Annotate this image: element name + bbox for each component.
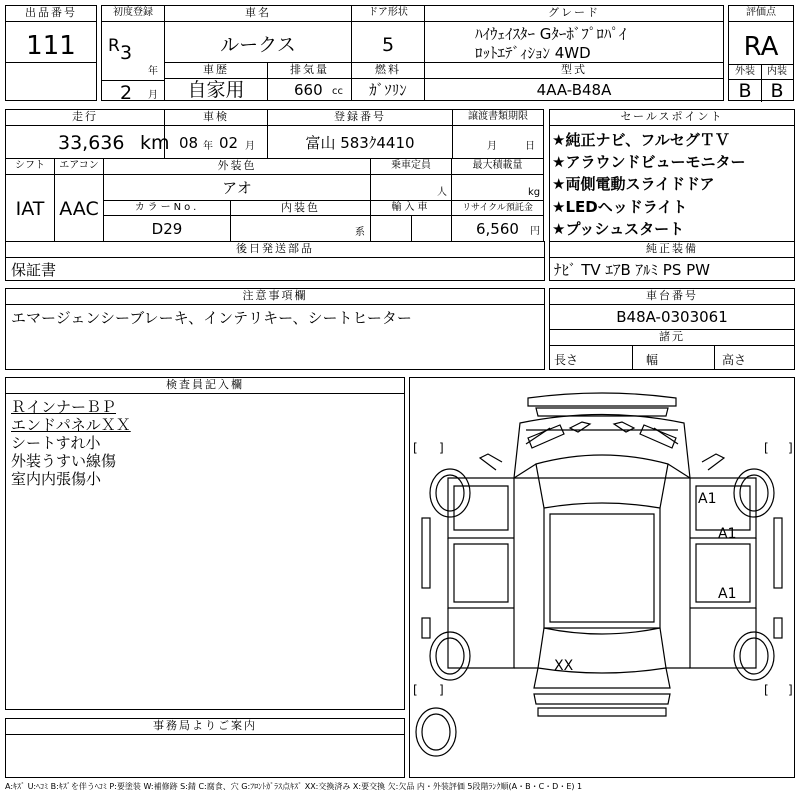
mileage-box <box>5 109 170 159</box>
cc-unit: cc <box>332 86 343 97</box>
interior-label: 内装 <box>767 66 787 77</box>
width-label: 幅 <box>646 353 659 367</box>
inspection-box <box>164 109 268 159</box>
score-label: 評価点 <box>746 7 776 18</box>
inspector-note: ＲインナーＢＰ <box>11 398 117 416</box>
fuel-label: 燃料 <box>375 63 401 76</box>
exterior-color-value: アオ <box>222 179 252 197</box>
shift-box <box>5 158 55 242</box>
svg-text:]: ] <box>439 441 444 455</box>
lot-number-label: 出品番号 <box>25 6 77 19</box>
grade-label: グレード <box>548 6 600 19</box>
transfer-deadline-box <box>452 109 544 159</box>
shift-label: シフト <box>15 160 45 171</box>
selling-point-item: ★プッシュスタート <box>552 220 685 238</box>
car-body-diagram <box>410 378 794 777</box>
inspector-note: 室内内張傷小 <box>11 470 102 488</box>
inspector-box <box>5 377 405 710</box>
import-box <box>370 200 452 242</box>
car-diagram-box <box>409 377 795 778</box>
car-name-value: ルークス <box>220 34 296 56</box>
svg-text:]: ] <box>439 683 444 697</box>
displacement-box <box>267 62 352 101</box>
notes-label: 注意事項欄 <box>242 289 308 302</box>
chassis-number-value: B48A-0303061 <box>616 308 728 326</box>
recycle-fee-box <box>451 200 544 242</box>
inspection-month: 02 <box>219 134 239 152</box>
displacement-value: 660 <box>294 81 323 99</box>
car-name-box <box>164 5 352 63</box>
model-type-box <box>424 62 724 101</box>
fuel-box <box>351 62 425 101</box>
exterior-color-box <box>103 158 371 201</box>
shift-value: IAT <box>15 198 45 220</box>
genuine-equipment-value: ﾅﾋﾞ TV ｴｱB ｱﾙﾐ PS PW <box>554 261 710 279</box>
person-unit: 人 <box>437 187 447 198</box>
first-registration-box <box>101 5 165 104</box>
chassis-number-box <box>549 288 795 370</box>
max-load-label: 最大積載量 <box>472 160 523 171</box>
lot-number-box <box>5 5 97 101</box>
interior-color-box <box>230 200 371 242</box>
inspector-label: 検査員記入欄 <box>166 378 244 391</box>
kei-unit: 系 <box>355 227 365 238</box>
model-type-label: 型式 <box>561 63 587 76</box>
damage-mark: A1 <box>718 526 737 542</box>
exterior-label: 外装 <box>735 66 755 77</box>
registration-number-box <box>267 109 453 159</box>
height-label: 高さ <box>722 353 747 367</box>
score-value: RA <box>743 32 779 62</box>
after-parts-box <box>5 241 545 281</box>
inspection-year-unit: 年 <box>203 141 213 152</box>
month-unit: 月 <box>148 90 158 101</box>
car-name-label: 車名 <box>245 6 271 19</box>
transfer-deadline-label: 譲渡書類期限 <box>468 111 528 122</box>
damage-mark: A1 <box>718 586 737 602</box>
inspection-month-unit: 月 <box>245 141 255 152</box>
car-history-value: 自家用 <box>187 79 245 101</box>
first-registration-era: R <box>108 36 120 56</box>
first-registration-month: 2 <box>120 82 133 104</box>
inspector-note: シートすれ小 <box>11 434 101 452</box>
door-type-label: ドア形状 <box>368 7 408 18</box>
year-unit: 年 <box>148 66 158 77</box>
genuine-equipment-label: 純正装備 <box>646 242 698 255</box>
mileage-value: 33,636 <box>58 132 125 154</box>
recycle-fee-label: リサイクル預託金 <box>462 203 533 213</box>
recycle-fee-value: 6,560 <box>476 220 519 238</box>
grade-box <box>424 5 724 63</box>
after-parts-label: 後日発送部品 <box>236 242 314 255</box>
inspector-note: 外装うすい線傷 <box>11 452 117 470</box>
damage-legend: A:ｷｽﾞ U:ﾍｺﾐ B:ｷｽﾞを伴うﾍｺﾐ P:要塗装 W:補修跡 S:錆 C:腐食、穴 G:ﾌﾛﾝﾄｶﾞﾗｽ点ｷｽﾞ XX:交換済み X:要交換 欠:欠品 内・外装評価 5段階ﾗﾝｸ順(A・B・C・D・E) 1 <box>5 782 583 791</box>
notes-value: エマージェンシーブレーキ、インテリキー、シートヒーター <box>11 309 412 327</box>
car-history-box <box>164 62 268 101</box>
svg-text:]: ] <box>788 441 793 455</box>
selling-points-label: セールスポイント <box>620 110 724 123</box>
office-info-label: 事務局よりご案内 <box>153 719 257 732</box>
door-count-value: 5 <box>381 34 395 56</box>
mileage-label: 走行 <box>72 110 98 123</box>
inspection-year: 08 <box>179 134 199 152</box>
deadline-day-unit: 日 <box>525 141 535 152</box>
damage-mark: A1 <box>698 491 717 507</box>
door-type-box <box>351 5 425 63</box>
selling-point-item: ★LEDヘッドライト <box>552 198 688 216</box>
displacement-label: 排気量 <box>290 63 329 76</box>
svg-text:[: [ <box>764 441 769 455</box>
interior-color-label: 内装色 <box>281 201 320 214</box>
chassis-number-label: 車台番号 <box>646 289 698 302</box>
score-box <box>728 5 794 101</box>
import-label: 輸入車 <box>391 202 431 213</box>
kg-unit: kg <box>528 187 541 198</box>
model-type-value: 4AA-B48A <box>536 81 612 99</box>
genuine-equipment-box <box>549 241 795 281</box>
aircon-value: AAC <box>59 198 99 220</box>
svg-text:[: [ <box>413 441 418 455</box>
grade-line-2: ﾛｯﾄｴﾃﾞｨｼｮﾝ 4WD <box>475 44 591 62</box>
capacity-box <box>370 158 452 201</box>
grade-line-1: ﾊｲｳｪｲｽﾀｰ Gﾀｰﾎﾞﾌﾟﾛﾊﾟｲ <box>475 25 627 43</box>
color-number-value: D29 <box>151 220 183 238</box>
deadline-month-unit: 月 <box>487 141 497 152</box>
color-number-box <box>103 200 231 242</box>
selling-point-item: ★両側電動スライドドア <box>552 175 715 193</box>
km-unit: km <box>140 132 170 154</box>
selling-point-item: ★純正ナビ、フルセグＴＶ <box>552 131 730 149</box>
selling-points-box <box>549 109 795 242</box>
lot-number-value: 111 <box>26 31 76 61</box>
svg-text:[: [ <box>764 683 769 697</box>
inspection-label: 車検 <box>203 110 229 123</box>
office-info-box <box>5 718 405 778</box>
first-registration-year: 3 <box>120 42 133 64</box>
interior-grade-value: B <box>770 80 784 102</box>
first-registration-label: 初度登録 <box>113 7 153 18</box>
capacity-label: 乗車定員 <box>391 160 431 171</box>
fuel-value: ｶﾞｿﾘﾝ <box>369 81 407 99</box>
registration-number-value: 富山 583ｸ4410 <box>305 134 415 152</box>
yen-unit: 円 <box>530 226 540 237</box>
inspector-note: エンドパネルＸＸ <box>11 416 131 434</box>
after-parts-value: 保証書 <box>11 261 57 279</box>
svg-text:[: [ <box>413 683 418 697</box>
aircon-label: エアコン <box>59 160 99 171</box>
notes-box <box>5 288 545 370</box>
max-load-box <box>451 158 544 201</box>
exterior-color-label: 外装色 <box>217 159 257 172</box>
registration-number-label: 登録番号 <box>334 110 386 123</box>
damage-mark: XX <box>554 658 574 674</box>
color-number-label: カラーNo. <box>134 202 200 213</box>
length-label: 長さ <box>554 353 579 367</box>
svg-text:]: ] <box>788 683 793 697</box>
exterior-grade-value: B <box>738 80 752 102</box>
aircon-box <box>54 158 104 242</box>
car-history-label: 車歴 <box>203 63 229 76</box>
dimensions-label: 諸元 <box>659 330 685 343</box>
selling-point-item: ★アラウンドビューモニター <box>552 153 746 171</box>
